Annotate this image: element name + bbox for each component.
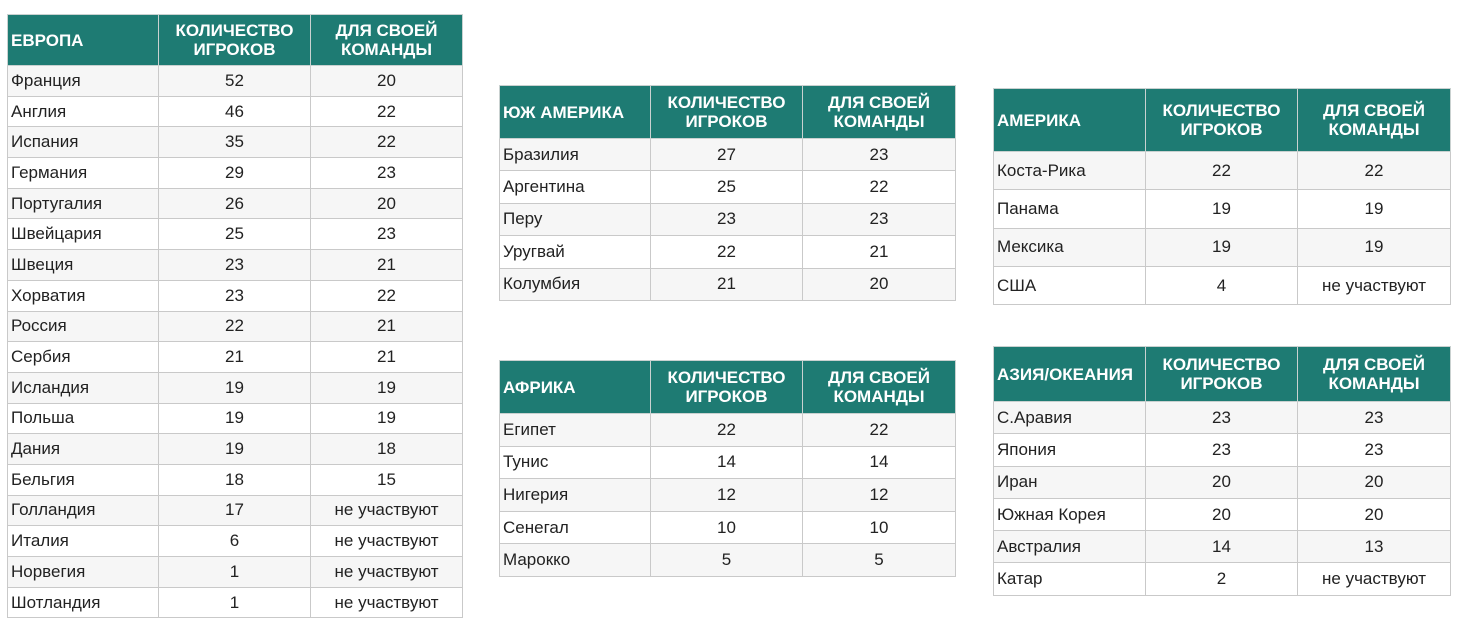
table-row (994, 402, 1451, 434)
country-cell: Иран (994, 466, 1146, 498)
players-count-cell: 20 (1146, 466, 1298, 498)
players-count-cell: 29 (159, 158, 311, 189)
players-count-cell: 10 (651, 511, 803, 544)
country-cell: Германия (8, 158, 159, 189)
players-count-cell: 23 (159, 280, 311, 311)
country-cell: Испания (8, 127, 159, 158)
region-header: АЗИЯ/ОКЕАНИЯ (994, 347, 1146, 402)
table-row (8, 158, 463, 189)
own-team-count-cell: 19 (311, 372, 463, 403)
table-row (994, 266, 1451, 304)
own-team-count-cell: 21 (311, 311, 463, 342)
table-row (994, 531, 1451, 563)
own-team-count-cell: 22 (1298, 152, 1451, 190)
country-cell: Голландия (8, 495, 159, 526)
table-row (500, 446, 956, 479)
country-cell: Шотландия (8, 587, 159, 618)
country-cell: Колумбия (500, 268, 651, 300)
country-cell: С.Аравия (994, 402, 1146, 434)
table-row (8, 526, 463, 557)
own-team-count-cell: 20 (803, 268, 956, 300)
country-cell: Англия (8, 96, 159, 127)
players-count-cell: 2 (1146, 563, 1298, 595)
own-team-count-cell: 21 (311, 342, 463, 373)
own-team-count-cell: 14 (803, 446, 956, 479)
own-team-count-cell: 22 (311, 127, 463, 158)
players-count-cell: 5 (651, 544, 803, 577)
country-cell: Япония (994, 434, 1146, 466)
own-team-count-cell: не участвуют (311, 557, 463, 588)
table-row (500, 414, 956, 447)
table-row (8, 403, 463, 434)
own-team-count-cell: 22 (803, 171, 956, 203)
table-row (8, 280, 463, 311)
table-row (994, 228, 1451, 266)
players-count-cell: 35 (159, 127, 311, 158)
players-count-cell: 27 (651, 139, 803, 171)
table-row (500, 236, 956, 268)
region-header: АМЕРИКА (994, 89, 1146, 152)
players-count-cell: 22 (159, 311, 311, 342)
own-team-count-cell: 23 (803, 203, 956, 235)
table-row (500, 171, 956, 203)
own-team-count-cell: 15 (311, 464, 463, 495)
europe-table (7, 14, 463, 618)
country-cell: Уругвай (500, 236, 651, 268)
country-cell: Катар (994, 563, 1146, 595)
table-row (994, 498, 1451, 530)
country-cell: Марокко (500, 544, 651, 577)
region-header: АФРИКА (500, 361, 651, 414)
players-column-header: КОЛИЧЕСТВО ИГРОКОВ (651, 86, 803, 139)
table-row (8, 372, 463, 403)
players-count-cell: 25 (651, 171, 803, 203)
own-team-count-cell: 5 (803, 544, 956, 577)
players-count-cell: 21 (651, 268, 803, 300)
own-team-count-cell: 23 (311, 219, 463, 250)
country-cell: Нигерия (500, 479, 651, 512)
country-cell: Египет (500, 414, 651, 447)
own-team-count-cell: не участвуют (311, 495, 463, 526)
players-count-cell: 46 (159, 96, 311, 127)
own-team-count-cell: 23 (1298, 402, 1451, 434)
table-row (500, 511, 956, 544)
players-count-cell: 17 (159, 495, 311, 526)
table-row (500, 268, 956, 300)
country-cell: Аргентина (500, 171, 651, 203)
players-count-cell: 14 (1146, 531, 1298, 563)
country-cell: Коста-Рика (994, 152, 1146, 190)
players-count-cell: 19 (159, 372, 311, 403)
own-team-count-cell: 19 (311, 403, 463, 434)
table-header (8, 15, 463, 66)
own-team-count-cell: 23 (1298, 434, 1451, 466)
country-cell: Норвегия (8, 557, 159, 588)
table-row (8, 495, 463, 526)
players-count-cell: 19 (159, 403, 311, 434)
own-team-count-cell: 23 (803, 139, 956, 171)
own-team-count-cell: 20 (1298, 498, 1451, 530)
players-column-header: КОЛИЧЕСТВО ИГРОКОВ (651, 361, 803, 414)
country-cell: Австралия (994, 531, 1146, 563)
table-header (994, 347, 1451, 402)
own-team-count-cell: не участвуют (311, 587, 463, 618)
table-row (500, 479, 956, 512)
asia-oceania-table (993, 346, 1451, 596)
country-cell: Хорватия (8, 280, 159, 311)
own-team-count-cell: 20 (311, 188, 463, 219)
players-count-cell: 1 (159, 587, 311, 618)
table-row (500, 203, 956, 235)
table-row (8, 464, 463, 495)
table-row (500, 544, 956, 577)
region-header: ЮЖ АМЕРИКА (500, 86, 651, 139)
country-cell: Бельгия (8, 464, 159, 495)
table-header (500, 361, 956, 414)
players-count-cell: 6 (159, 526, 311, 557)
country-cell: Сербия (8, 342, 159, 373)
country-cell: Исландия (8, 372, 159, 403)
country-cell: Португалия (8, 188, 159, 219)
players-column-header: КОЛИЧЕСТВО ИГРОКОВ (1146, 89, 1298, 152)
players-count-cell: 23 (1146, 402, 1298, 434)
players-count-cell: 22 (651, 236, 803, 268)
table-row (994, 190, 1451, 228)
country-cell: Россия (8, 311, 159, 342)
table-row (8, 188, 463, 219)
country-cell: Италия (8, 526, 159, 557)
africa-table (499, 360, 956, 577)
players-count-cell: 19 (1146, 228, 1298, 266)
country-cell: Дания (8, 434, 159, 465)
players-count-cell: 21 (159, 342, 311, 373)
table-row (994, 434, 1451, 466)
players-count-cell: 12 (651, 479, 803, 512)
table-row (994, 152, 1451, 190)
country-cell: Перу (500, 203, 651, 235)
table-row (500, 139, 956, 171)
own-team-count-cell: 13 (1298, 531, 1451, 563)
own-team-count-cell: 19 (1298, 228, 1451, 266)
own-team-count-cell: 10 (803, 511, 956, 544)
table-row (8, 219, 463, 250)
table-row (8, 587, 463, 618)
own-team-column-header: ДЛЯ СВОЕЙ КОМАНДЫ (1298, 89, 1451, 152)
country-cell: Панама (994, 190, 1146, 228)
table-row (994, 563, 1451, 595)
south-america-table (499, 85, 956, 301)
own-team-count-cell: 22 (803, 414, 956, 447)
table-row (8, 66, 463, 97)
players-count-cell: 26 (159, 188, 311, 219)
players-count-cell: 23 (1146, 434, 1298, 466)
own-team-count-cell: 21 (311, 250, 463, 281)
players-count-cell: 23 (159, 250, 311, 281)
players-column-header: КОЛИЧЕСТВО ИГРОКОВ (159, 15, 311, 66)
players-count-cell: 22 (1146, 152, 1298, 190)
country-cell: Франция (8, 66, 159, 97)
own-team-column-header: ДЛЯ СВОЕЙ КОМАНДЫ (803, 86, 956, 139)
table-header (500, 86, 956, 139)
country-cell: Швеция (8, 250, 159, 281)
country-cell: Польша (8, 403, 159, 434)
own-team-count-cell: не участвуют (1298, 563, 1451, 595)
own-team-count-cell: 20 (1298, 466, 1451, 498)
own-team-count-cell: не участвуют (311, 526, 463, 557)
players-count-cell: 52 (159, 66, 311, 97)
own-team-column-header: ДЛЯ СВОЕЙ КОМАНДЫ (803, 361, 956, 414)
table-row (8, 434, 463, 465)
players-count-cell: 4 (1146, 266, 1298, 304)
players-count-cell: 1 (159, 557, 311, 588)
own-team-count-cell: 18 (311, 434, 463, 465)
table-row (8, 311, 463, 342)
country-cell: Сенегал (500, 511, 651, 544)
players-count-cell: 19 (1146, 190, 1298, 228)
own-team-count-cell: 12 (803, 479, 956, 512)
own-team-column-header: ДЛЯ СВОЕЙ КОМАНДЫ (311, 15, 463, 66)
table-row (8, 250, 463, 281)
own-team-count-cell: 19 (1298, 190, 1451, 228)
country-cell: Тунис (500, 446, 651, 479)
players-count-cell: 22 (651, 414, 803, 447)
country-cell: Южная Корея (994, 498, 1146, 530)
own-team-count-cell: 22 (311, 96, 463, 127)
table-header (994, 89, 1451, 152)
table-row (8, 342, 463, 373)
own-team-count-cell: 23 (311, 158, 463, 189)
players-count-cell: 14 (651, 446, 803, 479)
country-cell: Мексика (994, 228, 1146, 266)
america-table (993, 88, 1451, 305)
country-cell: Швейцария (8, 219, 159, 250)
own-team-count-cell: 22 (311, 280, 463, 311)
own-team-column-header: ДЛЯ СВОЕЙ КОМАНДЫ (1298, 347, 1451, 402)
players-column-header: КОЛИЧЕСТВО ИГРОКОВ (1146, 347, 1298, 402)
players-count-cell: 20 (1146, 498, 1298, 530)
table-row (994, 466, 1451, 498)
country-cell: США (994, 266, 1146, 304)
region-header: ЕВРОПА (8, 15, 159, 66)
players-count-cell: 18 (159, 464, 311, 495)
players-count-cell: 25 (159, 219, 311, 250)
table-row (8, 96, 463, 127)
table-row (8, 127, 463, 158)
country-cell: Бразилия (500, 139, 651, 171)
own-team-count-cell: не участвуют (1298, 266, 1451, 304)
table-row (8, 557, 463, 588)
own-team-count-cell: 20 (311, 66, 463, 97)
own-team-count-cell: 21 (803, 236, 956, 268)
players-count-cell: 19 (159, 434, 311, 465)
players-count-cell: 23 (651, 203, 803, 235)
